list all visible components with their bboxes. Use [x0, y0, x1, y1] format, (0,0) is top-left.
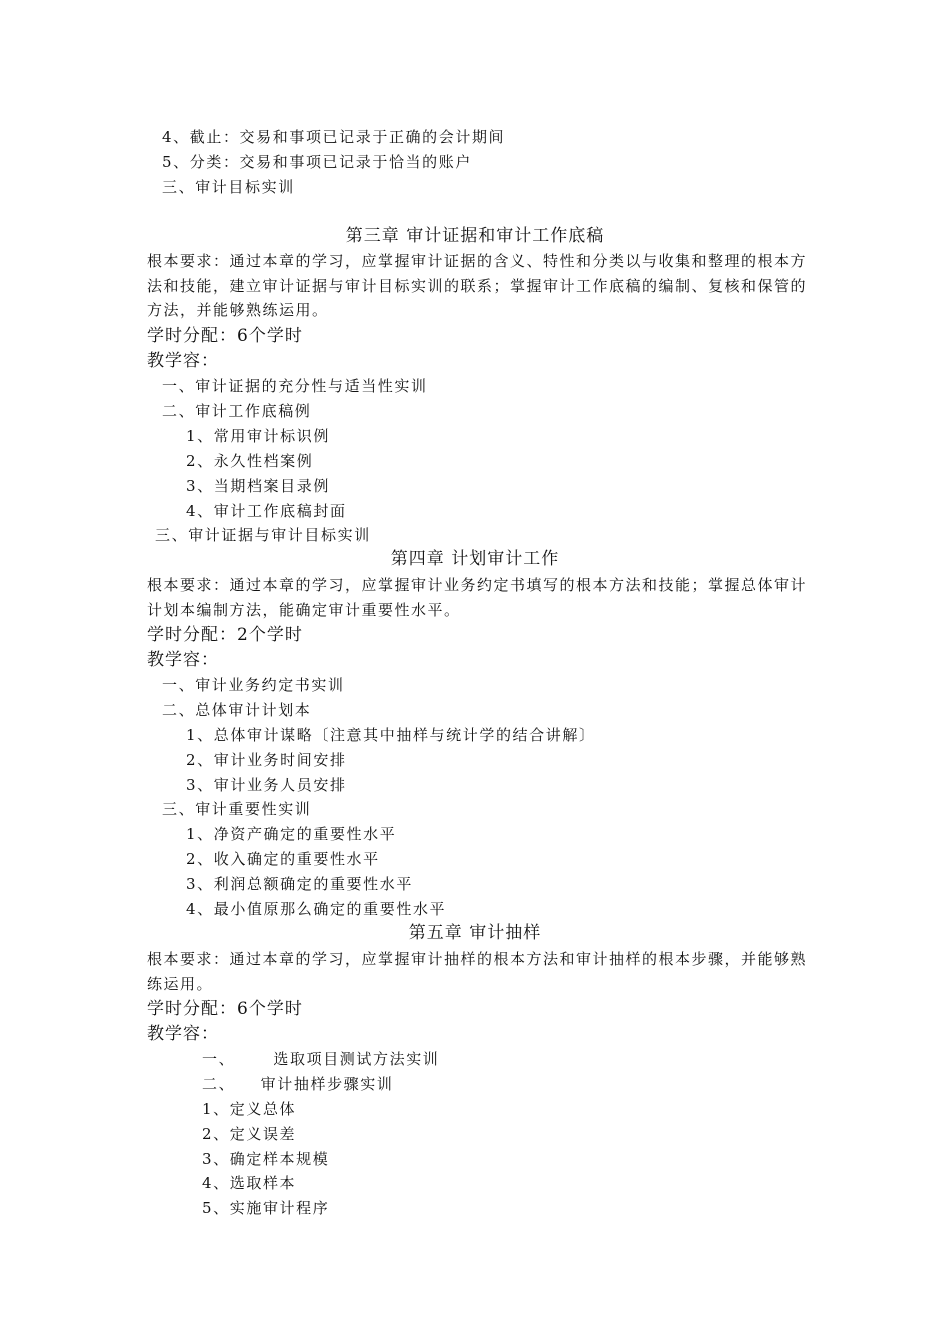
chapter-3-content-label: 教学容： — [147, 351, 219, 371]
chapter-5-requirement: 根本要求：通过本章的学习，应掌握审计抽样的根本方法和审计抽样的根本步骤，并能够熟练运用。 — [147, 950, 808, 993]
chapter-4-requirement: 根本要求：通过本章的学习，应掌握审计业务约定书填写的根本方法和技能；掌握总体审计计划本编制方法，能确定审计重要性水平。 — [147, 576, 808, 619]
list-item: 1、净资产确定的重要性水平 — [186, 825, 397, 843]
list-item: 2、定义误差 — [202, 1125, 297, 1143]
list-item: 1、定义总体 — [202, 1100, 297, 1118]
list-item: 4、最小值原那么确定的重要性水平 — [186, 900, 447, 918]
list-item: 2、永久性档案例 — [186, 452, 314, 470]
list-item: 3、利润总额确定的重要性水平 — [186, 875, 413, 893]
list-item: 4、截止：交易和事项已记录于正确的会计期间 — [162, 128, 506, 146]
list-item: 1、总体审计谋略〔注意其中抽样与统计学的结合讲解〕 — [186, 726, 596, 744]
list-item: 二、审计工作底稿例 — [162, 402, 312, 420]
chapter-5-content-label: 教学容： — [147, 1024, 219, 1044]
list-item: 3、当期档案目录例 — [186, 477, 330, 495]
list-item: 二、总体审计计划本 — [162, 701, 312, 719]
chapter-5-hours: 学时分配：6个学时 — [147, 999, 303, 1019]
chapter-4-content-label: 教学容： — [147, 650, 219, 670]
chapter-3-requirement: 根本要求：通过本章的学习，应掌握审计证据的含义、特性和分类以与收集和整理的根本方法和技能，建立审计证据与审计目标实训的联系；掌握审计工作底稿的编制、复核和保管的方法，并能够熟练运用。 — [147, 252, 808, 319]
list-item: 一、审计业务约定书实训 — [162, 676, 345, 694]
list-item: 3、确定样本规模 — [202, 1150, 330, 1168]
list-item: 一、审计证据的充分性与适当性实训 — [162, 377, 428, 395]
list-item: 5、实施审计程序 — [202, 1199, 330, 1217]
list-item: 2、审计业务时间安排 — [186, 751, 347, 769]
list-item: 一、 选取项目测试方法实训 — [202, 1050, 440, 1068]
list-item: 三、审计重要性实训 — [162, 800, 312, 818]
list-item: 三、审计目标实训 — [162, 178, 295, 196]
list-item: 2、收入确定的重要性水平 — [186, 850, 380, 868]
chapter-3-hours: 学时分配：6个学时 — [147, 326, 303, 346]
list-item: 4、选取样本 — [202, 1174, 297, 1192]
list-item: 三、审计证据与审计目标实训 — [155, 526, 371, 544]
list-item: 1、常用审计标识例 — [186, 427, 330, 445]
list-item: 4、审计工作底稿封面 — [186, 502, 347, 520]
list-item: 3、审计业务人员安排 — [186, 776, 347, 794]
list-item: 5、分类：交易和事项已记录于恰当的账户 — [162, 153, 472, 171]
chapter-5-title: 第五章 审计抽样 — [408, 923, 542, 943]
chapter-3-title: 第三章 审计证据和审计工作底稿 — [345, 226, 605, 246]
list-item: 二、 审计抽样步骤实训 — [202, 1075, 394, 1093]
chapter-4-title: 第四章 计划审计工作 — [390, 549, 560, 569]
chapter-4-hours: 学时分配：2个学时 — [147, 625, 303, 645]
